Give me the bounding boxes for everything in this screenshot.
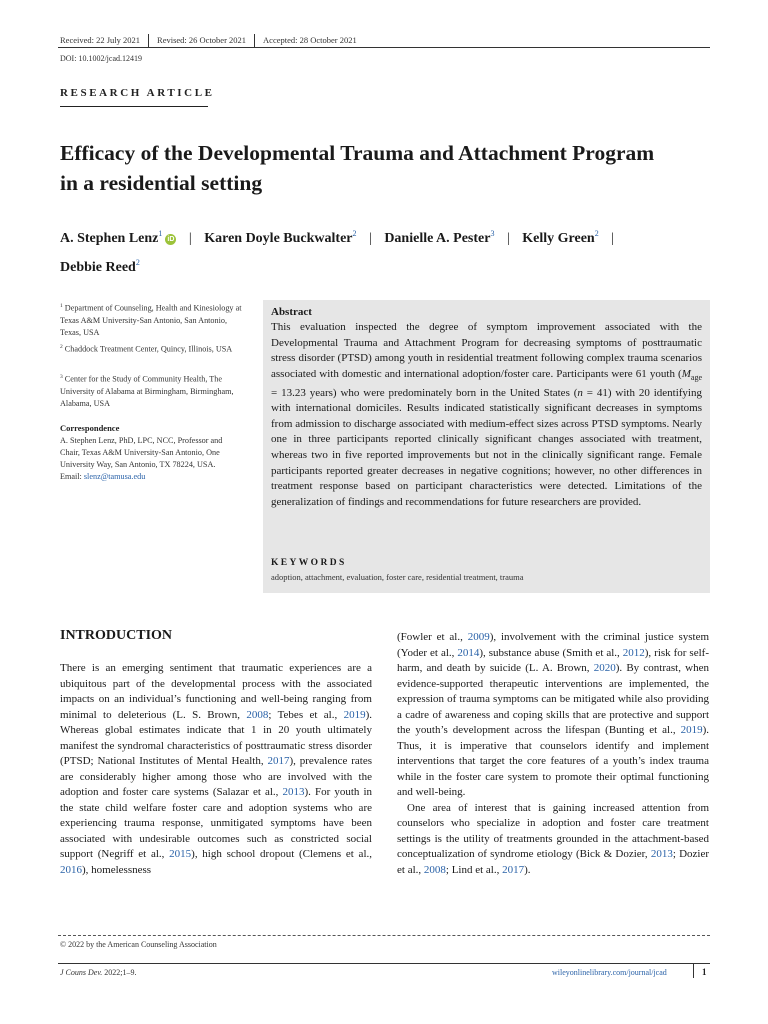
journal-name: J Couns Dev. (60, 968, 103, 977)
citation-year-link[interactable]: 2008 (246, 708, 269, 721)
author-name[interactable]: A. Stephen Lenz (60, 231, 159, 246)
citation-year-link[interactable]: 2015 (169, 848, 192, 860)
paragraph-text: ), high school dropout (Clemens et al., (191, 848, 372, 860)
affiliation-text: Department of Counseling, Health and Kinesiology at Texas A&M University-San Antonio, San Antonio, Texas, USA (60, 303, 242, 337)
author-name[interactable]: Danielle A. Pester (384, 231, 491, 246)
citation-year-link[interactable]: 2009 (467, 631, 490, 643)
citation-year-link[interactable]: 2017 (267, 755, 290, 767)
affiliation (60, 371, 242, 410)
paragraph-text: ). For youth in the state child welfare foster care and adoption systems who are experiencing trauma response, unmitigated symptoms have been associated with undesirable outcomes such as constricted social support (Negriff et al., (60, 786, 372, 860)
intro-column-2 (397, 630, 709, 878)
paragraph-text: (Fowler et al., (397, 631, 468, 643)
paragraph-text: ), substance abuse (Smith et al., (479, 646, 623, 659)
paragraph-text: ; Tebes et al., (268, 708, 344, 721)
paragraph-text: ), prevalence rates are considerably higher among those who are involved with the adoption and foster care systems (Salazar et al., (60, 755, 373, 798)
article-type-rule (60, 106, 208, 107)
author-name[interactable]: Karen Doyle Buckwalter (204, 231, 353, 246)
paragraph-text: There is an emerging sentiment that traumatic experiences are a ubiquitous part of the developmental process with the associated impacts on an individual’s functioning and well-being ranging from minimal to deleterious (L. S. Brown, (60, 662, 372, 721)
intro-paragraph-1 (60, 661, 372, 878)
citation-year-link[interactable]: 2019 (343, 708, 366, 721)
paragraph-text: ). By contrast, when evidence-supported therapeutic interventions are implemented, the expression of trauma symptoms can be mitigated while also providing a cadre of awareness and coping skills that are protective and support the youth’s development across the lifespan (Bunting et al., (397, 662, 709, 736)
paragraph-text: ), risk for self-harm, and death by suicide (L. A. Brown, (397, 646, 709, 674)
copyright: © 2022 by the American Counseling Association (60, 940, 217, 949)
correspondence-address: A. Stephen Lenz, PhD, LPC, NCC, Professor and Chair, Texas A&M University-San Antonio, One University Way, San Antonio, TX 78224, USA. (60, 436, 223, 469)
paragraph-text: ). Whereas global estimates indicate that 1 in 20 youth ultimately manifest the syndromal characteristics of posttraumatic stress disorder (PTSD; National Institutes of Mental Health, (60, 708, 372, 767)
citation-year-link[interactable]: 2017 (502, 863, 525, 876)
journal-site-link[interactable]: wileyonlinelibrary.com/journal/jcad (552, 968, 667, 977)
author-affiliation-mark[interactable]: 3 (490, 229, 495, 238)
article-title (60, 138, 720, 198)
footnote-rule (58, 935, 710, 936)
author-separator: | (188, 231, 192, 246)
abstract-symbol: M (681, 367, 691, 380)
header-rule (58, 47, 710, 48)
intro-paragraph-2 (397, 630, 709, 801)
abstract-subscript: age (690, 372, 702, 382)
page-number-separator (693, 964, 694, 978)
paragraph-text: ). Thus, it is imperative that counselors identify and implement interventions that target the core features of a youth’s index trauma while in the foster care system to promote their optimal functioning and well-being. (397, 724, 709, 798)
correspondence-heading: Correspondence (60, 423, 120, 433)
author-separator: | (611, 231, 615, 246)
author-affiliation-mark[interactable]: 1 (158, 229, 163, 238)
author-affiliation-mark[interactable]: 2 (594, 229, 599, 238)
abstract-segment: = 41) with 20 identifying with international domiciles. Results indicated statistically significant decreases in symptoms from admission to discharge associated with medium-effect sizes across PTSD symptoms. Nearly one in three participants reported clinically significant changes associated with treatment, whereas two in five reported improvements but not in the clinically significant range. Female participants reported greater decreases in negative cognitions; however, no other differences in treatment response based on participant characteristics were detected. Limitations of the generalization of findings and recommendations for future researchers are provided. (271, 386, 702, 508)
author-name[interactable]: Debbie Reed (60, 260, 136, 275)
citation-year-link[interactable]: 2012 (622, 646, 645, 659)
keywords-text: adoption, attachment, evaluation, foster care, residential treatment, trauma (271, 572, 524, 582)
author-separator: | (506, 231, 510, 246)
paragraph-text: ), involvement with the criminal justice system (Yoder et al., (397, 631, 710, 659)
title-line-2: in a residential setting (60, 171, 263, 195)
footer-rule (58, 963, 710, 964)
revised-date: Revised: 26 October 2021 (148, 34, 254, 48)
author-list (60, 222, 720, 280)
paragraph-text: ; Lind et al., (445, 863, 503, 876)
affiliation-number: 3 (60, 374, 63, 380)
affiliation-text: Center for the Study of Community Health, The University of Alabama at Birmingham, Birmingham, Alabama, USA (60, 374, 234, 408)
abstract-segment: This evaluation inspected the degree of symptom improvement associated with the Developmental Trauma and Attachment Program for decreasing symptoms of posttraumatic stress disorder (PTSD) among youth in residential treatment following complex trauma scenarios associated with domestic and international adoption/foster care. Participants were 61 youth ( (271, 321, 702, 380)
citation-year-link[interactable]: 2016 (60, 863, 82, 876)
doi[interactable]: DOI: 10.1002/jcad.12419 (60, 54, 142, 63)
author-separator: | (369, 231, 372, 246)
affiliation (60, 341, 242, 356)
keywords-heading: KEYWORDS (271, 558, 347, 568)
title-line-1: Efficacy of the Developmental Trauma and Attachment Program (60, 141, 655, 165)
author-name[interactable]: Kelly Green (522, 231, 595, 246)
article-type: RESEARCH ARTICLE (60, 87, 215, 99)
page-number: 1 (702, 967, 707, 977)
citation-year-link[interactable]: 2020 (593, 662, 616, 674)
affiliation-text: Chaddock Treatment Center, Quincy, Illinois, USA (64, 344, 233, 354)
journal-citation (60, 968, 137, 977)
article-dates (60, 34, 365, 48)
paragraph-text: ). (524, 863, 531, 876)
paragraph-text: ), homelessness (82, 863, 152, 876)
author-affiliation-mark[interactable]: 2 (352, 229, 357, 238)
received-date: Received: 22 July 2021 (60, 35, 141, 45)
citation-year-link[interactable]: 2014 (457, 646, 480, 659)
citation-year-link[interactable]: 2013 (282, 786, 305, 798)
citation-year-link[interactable]: 2013 (650, 848, 673, 860)
author-affiliation-mark[interactable]: 2 (135, 258, 140, 267)
paragraph-text: ; Dozier et al., (397, 848, 709, 876)
paragraph-text: One area of interest that is gaining increased attention from counselors who specialize in adoption and foster care treatment settings is the utility of treatments grounded in the attachment-based conceptualization of syndrome etiology (Bick & Dozier, (397, 801, 709, 860)
journal-volume: 2022;1–9. (102, 968, 137, 977)
accepted-date: Accepted: 28 October 2021 (254, 34, 365, 48)
abstract-heading: Abstract (271, 306, 312, 318)
citation-year-link[interactable]: 2008 (423, 863, 446, 876)
abstract-segment: = 13.23 years) who were predominately born in the United States ( (271, 386, 578, 399)
affiliation (60, 300, 242, 339)
intro-paragraph-3 (397, 801, 709, 879)
email-link[interactable]: slenz@tamusa.edu (83, 472, 146, 481)
email-label: Email: (60, 472, 84, 481)
affiliation-number: 2 (60, 344, 63, 350)
affiliation-number: 1 (60, 303, 63, 309)
correspondence-body (60, 435, 242, 483)
abstract-symbol: n (577, 386, 583, 399)
orcid-icon[interactable]: iD (167, 236, 175, 243)
abstract-text (271, 320, 702, 510)
citation-year-link[interactable]: 2019 (680, 724, 703, 736)
introduction-heading: INTRODUCTION (60, 628, 173, 643)
